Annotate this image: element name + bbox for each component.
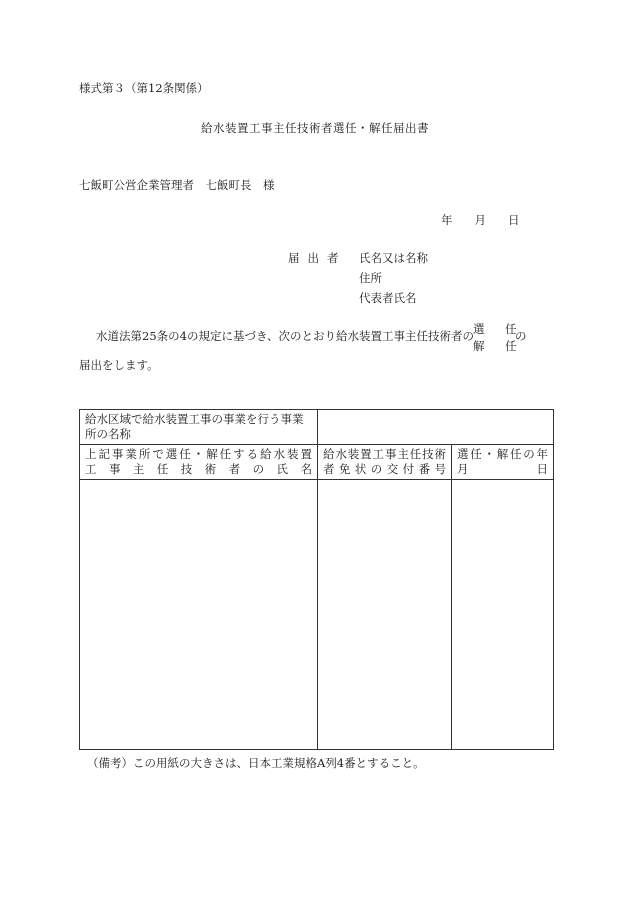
engineer-name-input[interactable] bbox=[80, 480, 318, 750]
appoint-char: 任 bbox=[505, 322, 517, 336]
body-suffix: の bbox=[515, 329, 527, 343]
business-name-row bbox=[80, 410, 554, 445]
appoint-date-header bbox=[452, 445, 554, 480]
remarks-note: （備考）この用紙の大きさは、日本工業規格A列4番とすること。 bbox=[87, 756, 425, 770]
notifier-label-char: 者 bbox=[327, 251, 339, 265]
notifier-label-char: 出 bbox=[307, 251, 319, 265]
entry-row bbox=[80, 480, 554, 750]
license-number-header bbox=[318, 445, 452, 480]
form-number: 様式第３（第12条関係） bbox=[79, 81, 209, 95]
dismiss-char: 解 bbox=[473, 339, 485, 353]
appoint-option bbox=[473, 321, 537, 338]
appoint-date-day-label: 日 bbox=[536, 462, 548, 476]
appointment-table bbox=[79, 409, 554, 750]
body-text: 水道法第25条の4の規定に基づき、次のとおり給水装置工事主任技術者の bbox=[96, 329, 474, 343]
address-field-label: 住所 bbox=[359, 271, 382, 285]
name-field-label: 氏名又は名称 bbox=[359, 251, 428, 265]
date-month-label: 月 bbox=[474, 213, 486, 227]
license-number-header-line2: 者免状の交付番号 bbox=[323, 462, 446, 476]
appoint-date-header-line1: 選任・解任の年 bbox=[457, 447, 548, 461]
appoint-char: 選 bbox=[473, 322, 485, 336]
column-header-row bbox=[80, 445, 554, 480]
addressee: 七飯町公営企業管理者 七飯町長 様 bbox=[79, 178, 275, 192]
appoint-date-month-label: 月 bbox=[457, 462, 469, 476]
dismiss-option bbox=[473, 338, 537, 355]
notifier-label-char: 届 bbox=[288, 251, 300, 265]
business-name-input[interactable] bbox=[318, 410, 554, 445]
engineer-name-header bbox=[80, 445, 318, 480]
notifier-label bbox=[288, 250, 339, 266]
business-name-header-line2: 所の名称 bbox=[85, 427, 131, 441]
document-title: 給水装置工事主任技術者選任・解任届出書 bbox=[201, 121, 429, 135]
dismiss-char: 任 bbox=[505, 339, 517, 353]
body-text-line2: 届出をします。 bbox=[79, 358, 159, 372]
business-name-header-line1: 給水区域で給水装置工事の事業を行う事業 bbox=[85, 412, 304, 426]
representative-field-label: 代表者氏名 bbox=[359, 291, 417, 305]
appoint-date-input[interactable] bbox=[452, 480, 554, 750]
engineer-name-header-line1: 上記事業所で選任・解任する給水装置 bbox=[85, 447, 312, 461]
appoint-date-header-line2 bbox=[457, 462, 548, 477]
date-day-label: 日 bbox=[508, 213, 520, 227]
license-number-header-line1: 給水装置工事主任技術 bbox=[323, 447, 446, 461]
business-name-header bbox=[80, 410, 318, 445]
engineer-name-header-line2: 工事主任技術者の氏名 bbox=[85, 462, 312, 476]
date-line bbox=[441, 212, 520, 228]
appoint-dismiss-choice bbox=[473, 321, 537, 355]
date-year-label: 年 bbox=[441, 213, 453, 227]
license-number-input[interactable] bbox=[318, 480, 452, 750]
